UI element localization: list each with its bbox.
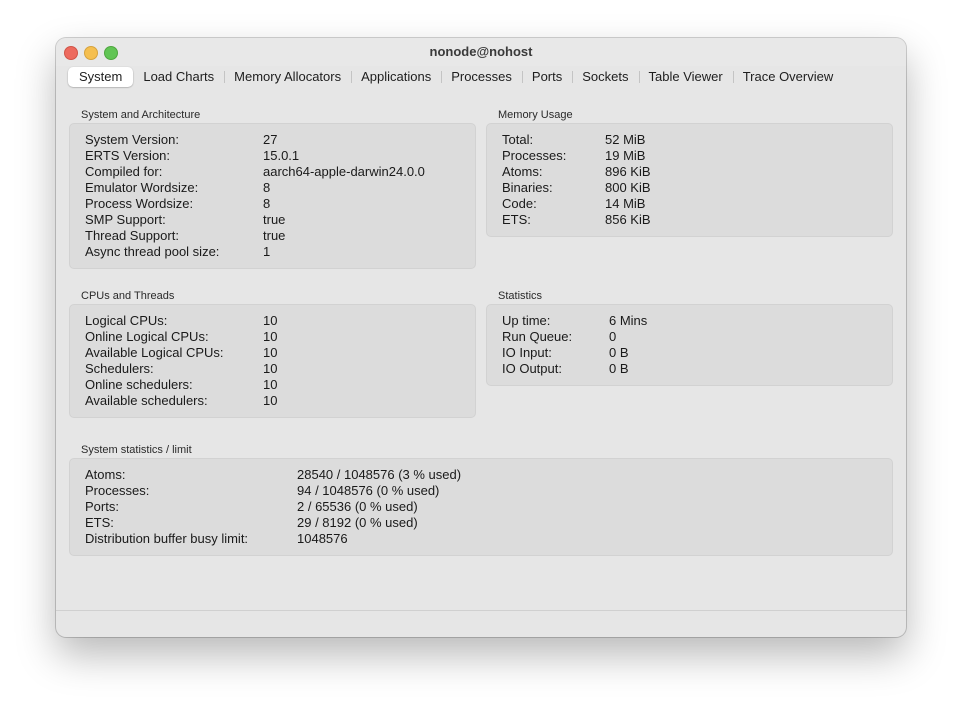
info-value: 8 — [263, 180, 271, 195]
status-bar-divider — [56, 610, 906, 611]
tab-bar — [68, 67, 843, 87]
statistics-panel — [486, 304, 893, 386]
info-value: 10 — [263, 393, 278, 408]
info-label: Atoms: — [502, 164, 543, 179]
info-label: Binaries: — [502, 180, 553, 195]
info-label: Online schedulers: — [85, 377, 193, 392]
section-title-cpus-threads: CPUs and Threads — [81, 290, 175, 302]
info-value: 1048576 — [297, 531, 348, 546]
info-value: 10 — [263, 361, 278, 376]
window-title: nonode@nohost — [429, 44, 533, 59]
info-value: true — [263, 212, 286, 227]
info-value: 10 — [263, 313, 278, 328]
info-label: ETS: — [502, 212, 531, 227]
info-label: Run Queue: — [502, 329, 573, 344]
info-value: 10 — [263, 345, 278, 360]
info-value: 15.0.1 — [263, 148, 300, 163]
info-label: SMP Support: — [85, 212, 166, 227]
info-value: 10 — [263, 377, 278, 392]
info-value: 10 — [263, 329, 278, 344]
info-value: 2 / 65536 (0 % used) — [297, 499, 418, 514]
section-title-system-limits: System statistics / limit — [81, 444, 192, 456]
info-label: Available schedulers: — [85, 393, 208, 408]
info-value: 8 — [263, 196, 271, 211]
system-architecture-panel — [69, 123, 476, 269]
tab-applications[interactable]: Applications — [351, 67, 441, 87]
info-label: Emulator Wordsize: — [85, 180, 199, 195]
tab-trace-overview[interactable]: Trace Overview — [733, 67, 844, 87]
cpus-threads-panel — [69, 304, 476, 418]
section-title-memory-usage: Memory Usage — [498, 109, 573, 121]
info-label: IO Input: — [502, 345, 552, 360]
tab-ports[interactable]: Ports — [522, 67, 572, 87]
info-value: 0 B — [609, 345, 629, 360]
info-label: Atoms: — [85, 467, 126, 482]
info-label: Available Logical CPUs: — [85, 345, 224, 360]
info-label: Online Logical CPUs: — [85, 329, 209, 344]
info-value: 94 / 1048576 (0 % used) — [297, 483, 440, 498]
info-label: Compiled for: — [85, 164, 163, 179]
info-label: Processes: — [502, 148, 567, 163]
info-value: 19 MiB — [605, 148, 646, 163]
info-value: 28540 / 1048576 (3 % used) — [297, 467, 462, 482]
tab-memory-allocators[interactable]: Memory Allocators — [224, 67, 351, 87]
info-label: Ports: — [85, 499, 119, 514]
info-value: 1 — [263, 244, 271, 259]
tab-sockets[interactable]: Sockets — [572, 67, 638, 87]
tab-processes[interactable]: Processes — [441, 67, 522, 87]
memory-usage-panel — [486, 123, 893, 237]
info-label: System Version: — [85, 132, 179, 147]
observer-window — [56, 38, 906, 637]
info-label: ETS: — [85, 515, 114, 530]
info-label: IO Output: — [502, 361, 562, 376]
tab-system[interactable]: System — [68, 67, 133, 87]
info-label: ERTS Version: — [85, 148, 171, 163]
info-value: 6 Mins — [609, 313, 648, 328]
info-value: aarch64-apple-darwin24.0.0 — [263, 164, 425, 179]
info-value: true — [263, 228, 286, 243]
tab-table-viewer[interactable]: Table Viewer — [639, 67, 733, 87]
info-label: Up time: — [502, 313, 551, 328]
info-value: 27 — [263, 132, 278, 147]
info-label: Schedulers: — [85, 361, 154, 376]
system-limits-panel — [69, 458, 893, 556]
info-label: Distribution buffer busy limit: — [85, 531, 249, 546]
section-title-statistics: Statistics — [498, 290, 543, 302]
info-label: Thread Support: — [85, 228, 179, 243]
info-label: Processes: — [85, 483, 150, 498]
info-value: 0 B — [609, 361, 629, 376]
info-label: Async thread pool size: — [85, 244, 220, 259]
tab-load-charts[interactable]: Load Charts — [143, 69, 215, 84]
info-label: Code: — [502, 196, 537, 211]
title-bar — [56, 38, 906, 66]
section-title-system-architecture: System and Architecture — [81, 109, 201, 121]
info-value: 29 / 8192 (0 % used) — [297, 515, 418, 530]
info-value: 800 KiB — [605, 180, 651, 195]
info-value: 14 MiB — [605, 196, 646, 211]
info-value: 0 — [609, 329, 617, 344]
info-label: Total: — [502, 132, 534, 147]
info-label: Process Wordsize: — [85, 196, 194, 211]
info-value: 856 KiB — [605, 212, 651, 227]
info-value: 896 KiB — [605, 164, 651, 179]
info-value: 52 MiB — [605, 132, 646, 147]
info-label: Logical CPUs: — [85, 313, 168, 328]
